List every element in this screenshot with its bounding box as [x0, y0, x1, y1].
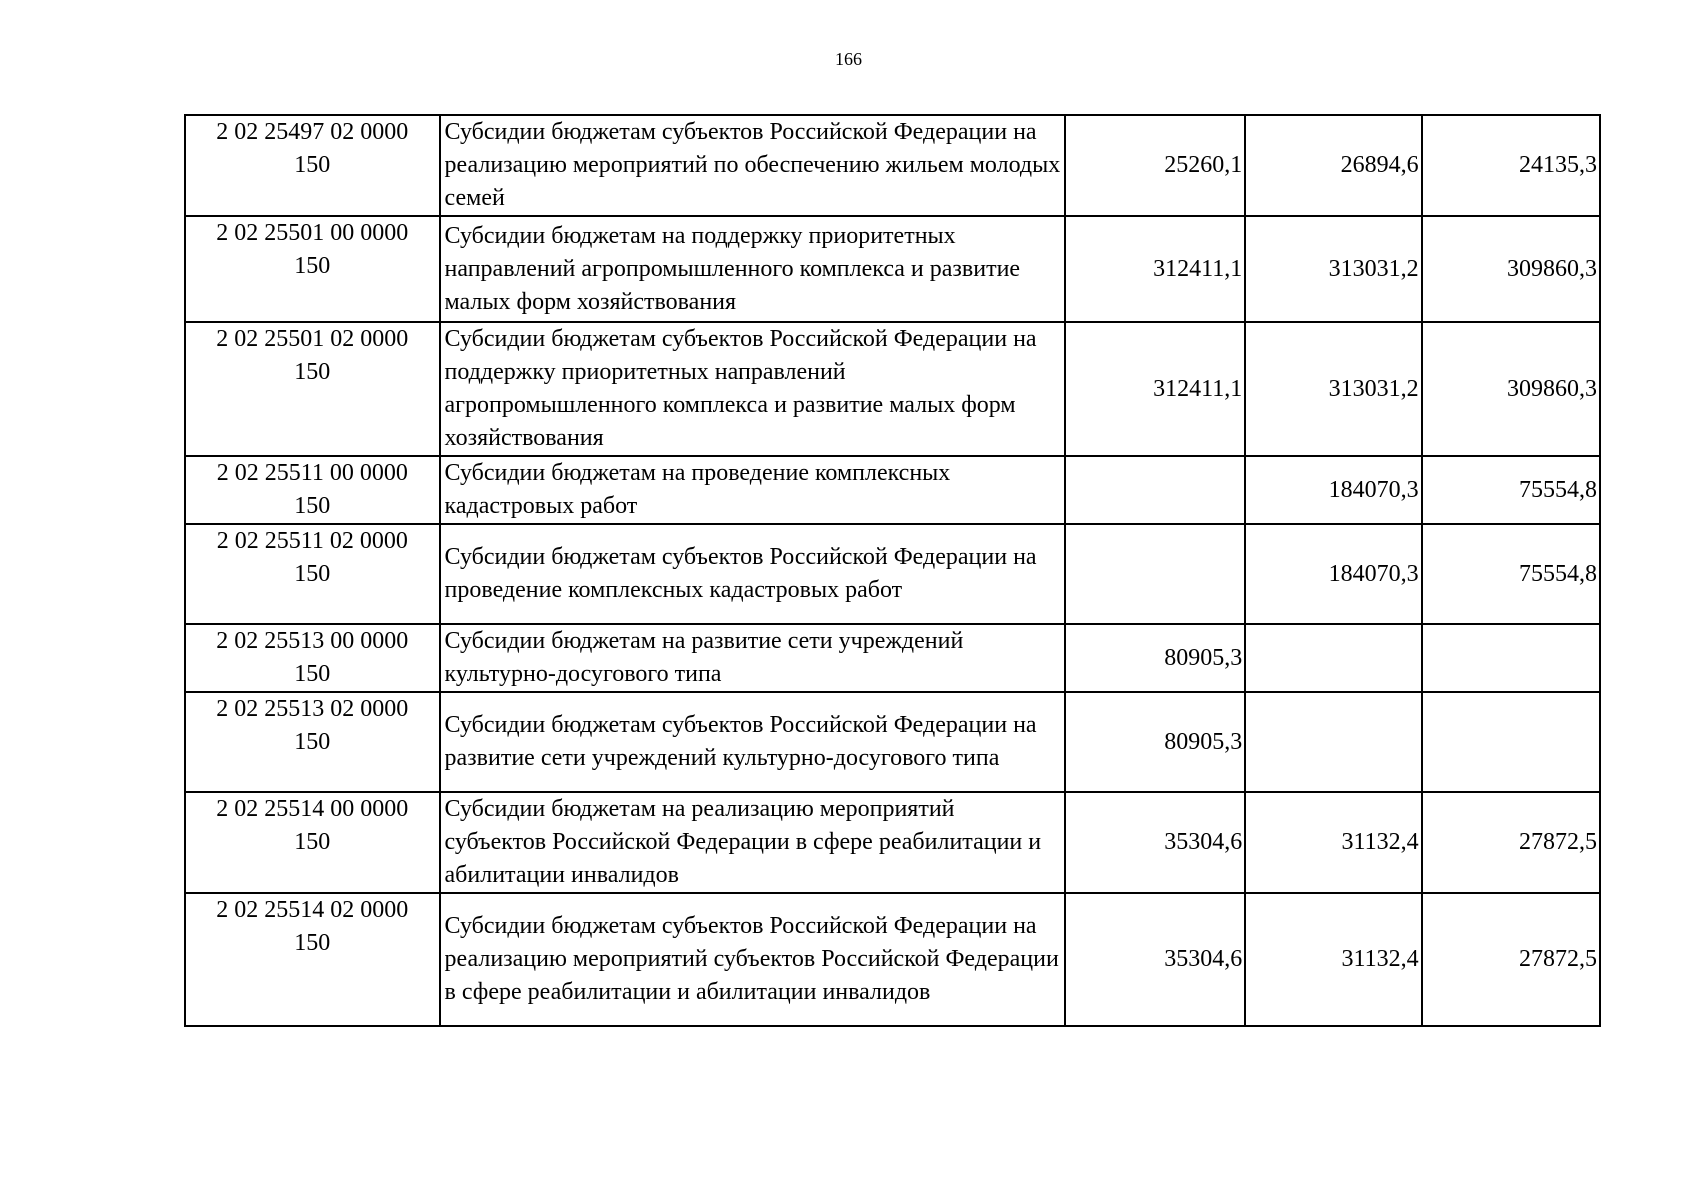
amount-cell: 80905,3 [1065, 624, 1245, 692]
amount-cell [1422, 624, 1600, 692]
budget-code: 2 02 25514 02 0000 [216, 897, 409, 923]
table-row [185, 322, 1600, 456]
table-row [185, 692, 1600, 792]
amount-cell: 313031,2 [1245, 216, 1421, 322]
budget-code-cell [185, 893, 440, 1026]
budget-code-cell [185, 115, 440, 216]
amount-cell: 75554,8 [1422, 524, 1600, 624]
description-cell: Субсидии бюджетам субъектов Российской Федерации на развитие сети учреждений культурно-досугового типа [440, 692, 1065, 792]
amount-cell: 80905,3 [1065, 692, 1245, 792]
table-row [185, 893, 1600, 1026]
budget-code-suffix: 150 [294, 561, 331, 587]
amount-cell: 309860,3 [1422, 322, 1600, 456]
budget-code-suffix: 150 [294, 493, 331, 519]
description-cell: Субсидии бюджетам на проведение комплексных кадастровых работ [440, 456, 1065, 524]
amount-cell: 27872,5 [1422, 792, 1600, 893]
budget-code-suffix: 150 [294, 253, 331, 279]
amount-cell: 75554,8 [1422, 456, 1600, 524]
description-cell: Субсидии бюджетам на поддержку приоритетных направлений агропромышленного комплекса и развитие малых форм хозяйствования [440, 216, 1065, 322]
budget-code: 2 02 25513 00 0000 [216, 628, 409, 654]
budget-code-cell [185, 456, 440, 524]
budget-code-cell [185, 692, 440, 792]
table-row [185, 115, 1600, 216]
amount-cell: 309860,3 [1422, 216, 1600, 322]
amount-cell: 312411,1 [1065, 322, 1245, 456]
amount-cell [1422, 692, 1600, 792]
budget-code: 2 02 25501 02 0000 [216, 326, 409, 352]
amount-cell [1245, 624, 1421, 692]
table-row [185, 216, 1600, 322]
budget-code: 2 02 25511 00 0000 [216, 460, 408, 486]
amount-cell [1065, 524, 1245, 624]
budget-code-cell [185, 624, 440, 692]
budget-code-suffix: 150 [294, 729, 331, 755]
amount-cell: 184070,3 [1245, 456, 1421, 524]
budget-code-suffix: 150 [294, 829, 331, 855]
budget-code-suffix: 150 [294, 152, 331, 178]
amount-cell: 312411,1 [1065, 216, 1245, 322]
budget-code-suffix: 150 [294, 930, 331, 956]
amount-cell: 31132,4 [1245, 792, 1421, 893]
table-row [185, 624, 1600, 692]
amount-cell: 27872,5 [1422, 893, 1600, 1026]
amount-cell: 31132,4 [1245, 893, 1421, 1026]
amount-cell: 35304,6 [1065, 792, 1245, 893]
description-cell: Субсидии бюджетам субъектов Российской Федерации на реализацию мероприятий по обеспечению жильем молодых семей [440, 115, 1065, 216]
table-row [185, 792, 1600, 893]
amount-cell [1245, 692, 1421, 792]
table-row [185, 456, 1600, 524]
budget-code-suffix: 150 [294, 661, 331, 687]
budget-code: 2 02 25514 00 0000 [216, 796, 409, 822]
budget-code-cell [185, 216, 440, 322]
budget-code-cell [185, 322, 440, 456]
budget-table [184, 114, 1601, 1027]
amount-cell [1065, 456, 1245, 524]
amount-cell: 184070,3 [1245, 524, 1421, 624]
budget-code-cell [185, 792, 440, 893]
amount-cell: 25260,1 [1065, 115, 1245, 216]
amount-cell: 313031,2 [1245, 322, 1421, 456]
page-number: 166 [835, 49, 862, 69]
amount-cell: 26894,6 [1245, 115, 1421, 216]
description-cell: Субсидии бюджетам субъектов Российской Федерации на реализацию мероприятий субъектов Российской Федерации в сфере реабилитации и абилитации инвалидов [440, 893, 1065, 1026]
budget-code: 2 02 25511 02 0000 [216, 528, 408, 554]
description-cell: Субсидии бюджетам на развитие сети учреждений культурно-досугового типа [440, 624, 1065, 692]
budget-code: 2 02 25501 00 0000 [216, 220, 409, 246]
budget-code-suffix: 150 [294, 359, 331, 385]
budget-code: 2 02 25513 02 0000 [216, 696, 409, 722]
description-cell: Субсидии бюджетам субъектов Российской Федерации на проведение комплексных кадастровых работ [440, 524, 1065, 624]
amount-cell: 35304,6 [1065, 893, 1245, 1026]
table-row [185, 524, 1600, 624]
description-cell: Субсидии бюджетам субъектов Российской Федерации на поддержку приоритетных направлений агропромышленного комплекса и развитие малых форм хозяйствования [440, 322, 1065, 456]
budget-code-cell [185, 524, 440, 624]
budget-code: 2 02 25497 02 0000 [216, 119, 409, 145]
description-cell: Субсидии бюджетам на реализацию мероприятий субъектов Российской Федерации в сфере реабилитации и абилитации инвалидов [440, 792, 1065, 893]
amount-cell: 24135,3 [1422, 115, 1600, 216]
